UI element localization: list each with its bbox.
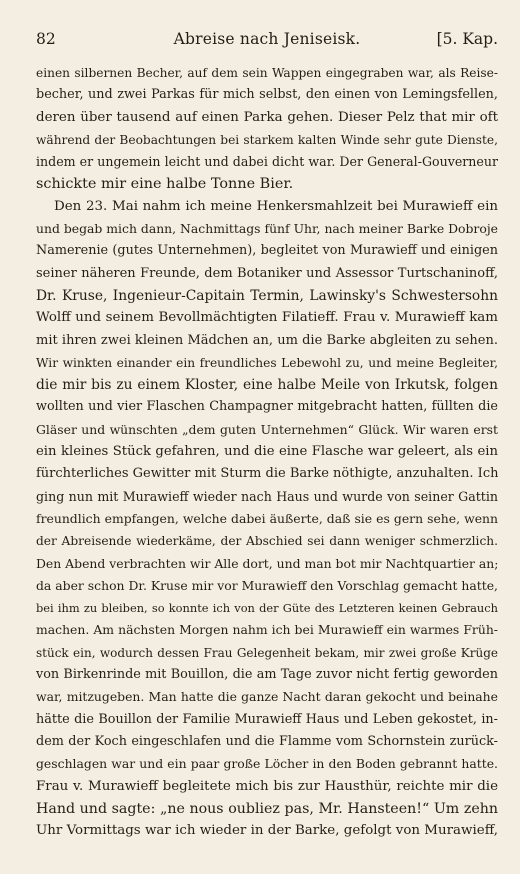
running-title: Abreise nach Jeniseisk.: [173, 30, 361, 48]
text-line: ging nun mit Murawieff wieder nach Haus und wurde von seiner Gattin: [36, 488, 498, 504]
text-line: freundlich empfangen, welche dabei äußerte, daß sie es gern sehe, wenn: [36, 510, 498, 526]
text-line: während der Beobachtungen bei starkem kalten Winde sehr gute Dienste,: [36, 132, 498, 147]
text-line: geschlagen war und ein paar große Löcher in den Boden gebrannt hatte.: [36, 756, 498, 772]
text-line: Den Abend verbrachten wir Alle dort, und man bot mir Nachtquartier an;: [36, 555, 498, 571]
text-line: Wolff und seinem Bevollmächtigten Filatieff. Frau v. Murawieff kam: [36, 310, 498, 326]
text-line: da aber schon Dr. Kruse mir vor Murawieff den Vorschlag gemacht hatte,: [36, 577, 498, 593]
text-line: seiner näheren Freunde, dem Botaniker und Assessor Turtschaninoff,: [36, 265, 498, 281]
text-line: Dr. Kruse, Ingenieur-Capitain Termin, Lawinsky's Schwestersohn: [36, 287, 498, 304]
body-text: [36, 62, 498, 842]
text-line: Gläser und wünschten „dem guten Unternehmen“ Glück. Wir waren erst: [36, 421, 498, 437]
paragraph: [36, 62, 498, 196]
text-line: deren über tausend auf einen Parka gehen. Dieser Pelz that mir oft: [36, 109, 498, 125]
text-line: wollten und vier Flaschen Champagner mitgebracht hatten, füllten die: [36, 399, 498, 415]
text-line: Frau v. Murawieff begleitete mich bis zur Hausthür, reichte mir die: [36, 778, 498, 794]
text-line: machen. Am nächsten Morgen nahm ich bei Murawieff ein warmes Früh-: [36, 622, 498, 638]
text-line: von Birkenrinde mit Bouillon, die am Tage zuvor nicht fertig geworden: [36, 667, 498, 683]
text-line: der Abreisende wiederkäme, der Abschied sei dann weniger schmerzlich.: [36, 534, 498, 549]
text-line: Hand und sagte: „ne nous oubliez pas, Mr. Hansteen!“ Um zehn: [36, 800, 498, 817]
text-line: becher, und zwei Parkas für mich selbst, den einen von Lemingsfellen,: [36, 87, 498, 103]
paragraph: [36, 196, 498, 843]
text-line: indem er ungemein leicht und dabei dicht war. Der General-Gouverneur: [36, 154, 498, 170]
text-line: bei ihm zu bleiben, so konnte ich von der Güte des Letzteren keinen Gebrauch: [36, 601, 498, 616]
text-line: stück ein, wodurch dessen Frau Gelegenheit bekam, mir zwei große Krüge: [36, 645, 498, 660]
chapter-label: [5. Kap.: [436, 30, 498, 48]
text-line: war, mitzugeben. Man hatte die ganze Nacht daran gekocht und beinahe: [36, 689, 498, 705]
text-line: dem der Koch eingeschlafen und die Flamme vom Schornstein zurück-: [36, 733, 498, 749]
text-line: einen silbernen Becher, auf dem sein Wappen eingegraben war, als Reise-: [36, 66, 498, 80]
text-line: fürchterliches Gewitter mit Sturm die Barke nöthigte, anzuhalten. Ich: [36, 466, 498, 482]
page-number: 82: [36, 30, 56, 48]
text-line: ein kleines Stück gefahren, und die eine Flasche war geleert, als ein: [36, 444, 498, 460]
text-line: Uhr Vormittags war ich wieder in der Barke, gefolgt von Murawieff,: [36, 823, 498, 839]
text-line: Namerenie (gutes Unternehmen), begleitet von Murawieff und einigen: [36, 243, 498, 259]
text-line: Wir winkten einander ein freundliches Lebewohl zu, und meine Begleiter,: [36, 355, 498, 370]
running-header: [36, 30, 498, 54]
text-line: Den 23. Mai nahm ich meine Henkersmahlzeit bei Murawieff ein: [54, 198, 498, 214]
text-line: und begab mich dann, Nachmittags fünf Uhr, nach meiner Barke Dobroje: [36, 221, 498, 237]
text-line: die mir bis zu einem Kloster, eine halbe Meile von Irkutsk, folgen: [36, 377, 498, 394]
text-line: mit ihren zwei kleinen Mädchen an, um die Barke abgleiten zu sehen.: [36, 332, 498, 348]
text-line: hätte die Bouillon der Familie Murawieff Haus und Leben gekostet, in-: [36, 711, 498, 727]
text-line: schickte mir eine halbe Tonne Bier.: [36, 176, 294, 193]
